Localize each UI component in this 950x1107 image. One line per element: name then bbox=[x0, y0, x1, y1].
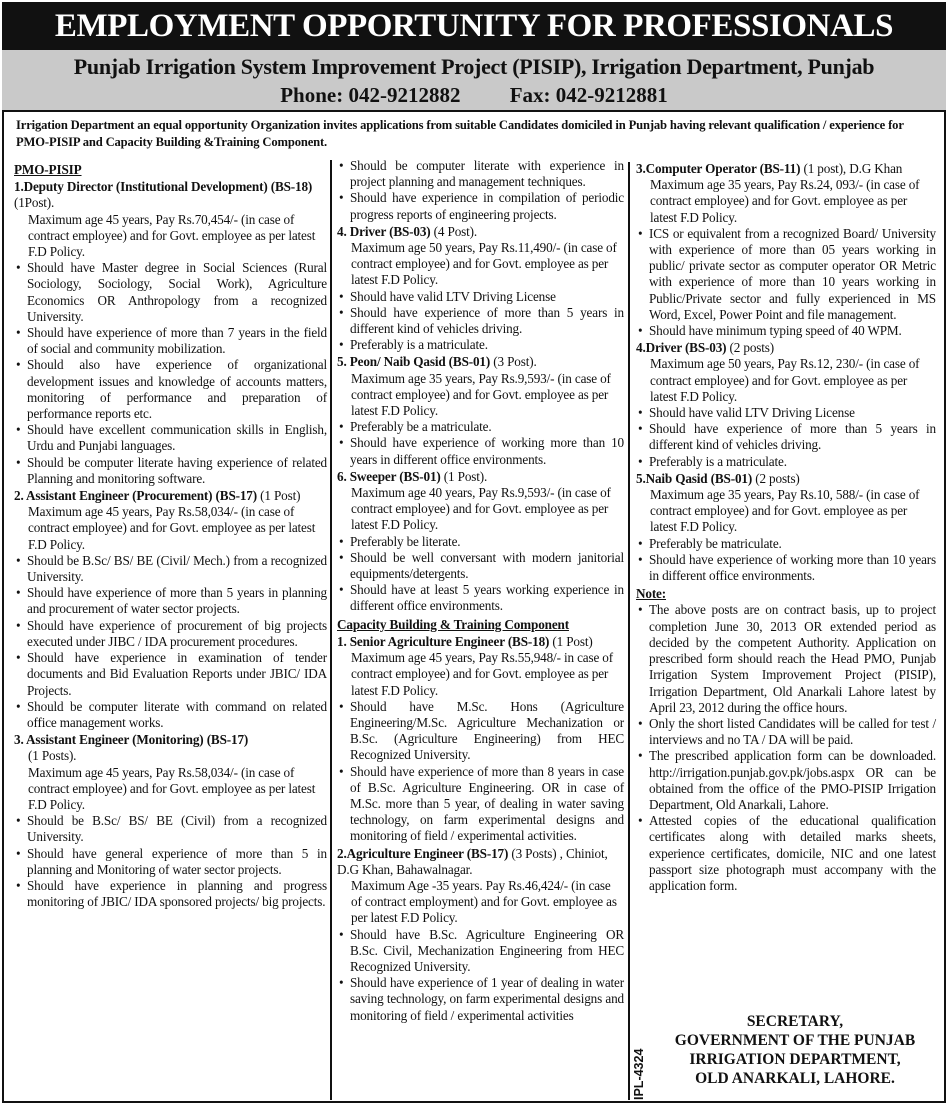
position-terms: Maximum age 35 years, Pay Rs.10, 588/- (in case of contract employee) and for Govt. employee as per latest F.D Policy. bbox=[650, 487, 920, 535]
ad-title: EMPLOYMENT OPPORTUNITY FOR PROFESSIONALS bbox=[2, 2, 946, 50]
section-heading: Note: bbox=[636, 586, 667, 602]
signature-line: GOVERNMENT OF THE PUNJAB bbox=[674, 1032, 916, 1049]
contact-line bbox=[2, 82, 946, 108]
signature-line: IRRIGATION DEPARTMENT, bbox=[689, 1051, 901, 1068]
position-terms: Maximum age 35 years, Pay Rs.9,593/- (in case of contract employee) and for Govt. employee as per latest F.D Policy. bbox=[351, 370, 611, 419]
position-name: 3.Computer Operator (BS-11) bbox=[636, 161, 801, 176]
requirement-item: • Should be computer literate with experience in project planning and management techniques. bbox=[337, 158, 624, 190]
column-right bbox=[636, 160, 936, 894]
requirement-item: • Preferably is a matriculate. bbox=[337, 337, 624, 353]
position-count: (2 posts) bbox=[752, 470, 800, 486]
section-heading: Capacity Building & Training Component bbox=[337, 616, 569, 632]
organization-name: Punjab Irrigation System Improvement Project (PISIP), Irrigation Department, Punjab bbox=[73, 54, 875, 79]
column-middle bbox=[337, 158, 624, 1024]
requirement-item: • Should have experience in examination of tender documents and Bid Evaluation Reports under JBIC/ IDA Projects. bbox=[14, 650, 327, 699]
position-title bbox=[14, 179, 327, 211]
position-terms: Maximum age 45 years, Pay Rs.58,034/- (in case of contract employee) and for Govt. employee as per latest F.D Policy. bbox=[28, 764, 316, 812]
requirement-item: • Should have excellent communication skills in English, Urdu and Punjabi languages. bbox=[14, 422, 327, 454]
requirement-item: • Should have experience of more than 7 years in the field of social and community mobilization. bbox=[14, 325, 327, 357]
signature-line: SECRETARY, bbox=[746, 1013, 844, 1030]
requirement-item: • Should have minimum typing speed of 40 WPM. bbox=[636, 323, 936, 339]
requirement-item: • Should have general experience of more than 5 in planning and Monitoring of water sector projects. bbox=[14, 846, 327, 878]
position-terms: Maximum age 35 years, Pay Rs.24, 093/- (in case of contract employee) and for Govt. employee as per latest F.D Policy. bbox=[650, 177, 920, 225]
requirement-item: • Should have experience of more than 5 years in different kind of vehicles driving. bbox=[337, 305, 624, 337]
position-title bbox=[337, 224, 624, 240]
requirement-item: • Should have experience of 1 year of dealing in water saving technology, on farm experimental designs and monitoring of field / experimental activities bbox=[337, 975, 624, 1024]
requirement-item: • Should have experience of more than 8 years in case of B.Sc. Agriculture Engineering. OR in case of M.Sc. more than 5 year, of dealing in water saving technology, on farm experimental designs and monitoring of field / experimental activities. bbox=[337, 764, 624, 845]
position-count: (1 Post). bbox=[440, 468, 488, 484]
requirement-item: • Should have B.Sc. Agriculture Engineering OR B.Sc. Civil, Mechanization Engineering from HEC Recognized University. bbox=[337, 927, 624, 976]
position-count: (2 posts) bbox=[726, 340, 774, 356]
position-title bbox=[337, 846, 624, 878]
position-title bbox=[14, 488, 327, 504]
column-divider bbox=[330, 160, 332, 1100]
requirement-item: • Only the short listed Candidates will be called for test / interviews and no TA / DA will be paid. bbox=[636, 716, 936, 748]
requirement-item: • Should have experience of more than 5 years in different kind of vehicles driving. bbox=[636, 421, 936, 453]
requirement-item: • Should be B.Sc/ BS/ BE (Civil) from a recognized University. bbox=[14, 813, 327, 845]
requirement-item: • Should also have experience of organizational development issues and knowledge of accounts matters, monitoring of performance and preparation of performance reports etc. bbox=[14, 357, 327, 422]
position-name: 2.Agriculture Engineer (BS-17) bbox=[337, 845, 509, 861]
intro-paragraph: Irrigation Department an equal opportunity Organization invites applications from suitable Candidates domiciled in Punjab having relevant qualification / experience for PMO-PISIP and Capacity Building &Training Component. bbox=[16, 118, 904, 149]
requirement-item: • ICS or equivalent from a recognized Board/ University with experience of more than 05 years working in public/ private sector as computer operator OR Metric with experience of more than 10 years working in Public/Private sector and fully experienced in MS Word, Excel, Power Point and file management. bbox=[636, 226, 936, 323]
requirement-item: • Preferably be literate. bbox=[337, 534, 624, 550]
position-terms: Maximum age 50 years, Pay Rs.11,490/- (in case of contract employee) and for Govt. employee as per latest F.D Policy. bbox=[351, 240, 617, 288]
position-name: 6. Sweeper (BS-01) bbox=[337, 468, 441, 484]
position-terms: Maximum age 50 years, Pay Rs.12, 230/- (in case of contract employee) and for Govt. employee as per latest F.D Policy. bbox=[650, 356, 920, 404]
requirement-item: • Should have Master degree in Social Sciences (Rural Sociology, Sociology, Social Work), Agriculture Economics OR Anthropology from a recognized University. bbox=[14, 260, 327, 325]
requirement-item: • Should be well conversant with modern janitorial equipments/detergents. bbox=[337, 550, 624, 582]
position-name: 1.Deputy Director (Institutional Development) (BS-18) bbox=[14, 179, 313, 195]
requirement-item: • Should be B.Sc/ BS/ BE (Civil/ Mech.) from a recognized University. bbox=[14, 553, 327, 585]
position-name: 4. Driver (BS-03) bbox=[337, 223, 431, 239]
requirement-item: • Should have experience in planning and progress monitoring of JBIC/ IDA sponsored projects/ big projects. bbox=[14, 878, 327, 910]
position-title bbox=[337, 354, 624, 370]
header-band bbox=[2, 50, 946, 112]
position-terms: Maximum age 45 years, Pay Rs.58,034/- (in case of contract employee) and for Govt. employee as per latest F.D Policy. bbox=[28, 504, 316, 552]
signature-block bbox=[650, 1012, 940, 1088]
requirement-item: • Attested copies of the educational qualification certificates along with detailed marks sheets, experience certificates, domicile, NIC and one latest passport size photograph must accompany with the application form. bbox=[636, 813, 936, 894]
ad-code: IPL-4324 bbox=[632, 1048, 646, 1100]
position-terms: Maximum Age -35 years. Pay Rs.46,424/- (in case of contract employment) and for Govt. employee as per latest F.D Policy. bbox=[351, 877, 617, 926]
requirement-item: • Preferably is a matriculate. bbox=[636, 454, 936, 470]
requirement-item: • Should have M.Sc. Hons (Agriculture Engineering/M.Sc. Agriculture Mechanization or B.Sc. (Agriculture Engineering) from HEC Recognized University. bbox=[337, 699, 624, 764]
requirement-item: • Should have experience in compilation of periodic progress reports of engineering projects. bbox=[337, 190, 624, 222]
position-title bbox=[337, 469, 624, 485]
requirement-item: • Should be computer literate with command on related office management works. bbox=[14, 699, 327, 731]
position-title bbox=[636, 471, 936, 487]
position-name: 3. Assistant Engineer (Monitoring) (BS-17) bbox=[14, 732, 249, 748]
position-name: 4.Driver (BS-03) bbox=[636, 340, 727, 356]
section-heading: PMO-PISIP bbox=[14, 162, 82, 177]
position-terms: Maximum age 45 years, Pay Rs.55,948/- in case of contract employee) and for Govt. employee as per latest F.D Policy. bbox=[351, 650, 613, 698]
position-count: (1 Post) bbox=[549, 633, 593, 649]
position-count: (1 Post) bbox=[257, 488, 301, 504]
requirement-item: • Should have valid LTV Driving License bbox=[636, 405, 936, 421]
position-name: 5. Peon/ Naib Qasid (BS-01) bbox=[337, 354, 491, 370]
requirement-item: • The above posts are on contract basis, up to project completion June 30, 2013 OR extended period as decided by the competent Authority. Application on prescribed form should reach the Head PMO, Punjab Irrigation System Improvement Project (PISIP), Irrigation Department, Old Anarkali Lahore latest by April 23, 2012 during the office hours. bbox=[636, 602, 936, 715]
requirement-item: • Should have experience of working more than 10 years in different office environments. bbox=[636, 552, 936, 584]
requirement-item: • Preferably be a matriculate. bbox=[337, 419, 624, 435]
position-title bbox=[14, 732, 327, 748]
requirement-item: • Should have experience of procurement of big projects executed under JIBC / IDA procurement procedures. bbox=[14, 618, 327, 650]
requirement-item: • Preferably be matriculate. bbox=[636, 536, 936, 552]
position-title bbox=[337, 634, 624, 650]
position-name: 1. Senior Agriculture Engineer (BS-18) bbox=[337, 633, 550, 649]
signature-line: OLD ANARKALI, LAHORE. bbox=[695, 1070, 895, 1087]
position-terms: (1 Posts). bbox=[28, 748, 77, 764]
requirement-item: • The prescribed application form can be downloaded. http://irrigation.punjab.gov.pk/jobs.aspx OR can be obtained from the office of the PMO-PISIP Irrigation Department, Old Anarkali, Lahore. bbox=[636, 748, 936, 813]
position-count: (1Post). bbox=[14, 195, 55, 211]
position-count: (3 Post). bbox=[490, 354, 537, 370]
position-terms: Maximum age 45 years, Pay Rs.70,454/- (in case of contract employee) and for Govt. employee as per latest F.D Policy. bbox=[28, 211, 316, 260]
requirement-item: • Should be computer literate having experience of related Planning and monitoring software. bbox=[14, 455, 327, 487]
phone-number: Phone: 042-9212882 bbox=[280, 83, 461, 107]
requirement-item: • Should have experience of working more than 10 years in different office environments. bbox=[337, 435, 624, 467]
fax-number: Fax: 042-9212881 bbox=[509, 83, 668, 107]
position-title bbox=[636, 340, 936, 356]
requirement-item: • Should have at least 5 years working experience in different office environments. bbox=[337, 582, 624, 614]
column-divider bbox=[628, 162, 630, 1100]
requirement-item: • Should have valid LTV Driving License bbox=[337, 289, 624, 305]
position-count: (4 Post). bbox=[430, 223, 478, 239]
column-left bbox=[14, 160, 327, 910]
position-name: 5.Naib Qasid (BS-01) bbox=[636, 470, 753, 486]
position-terms: Maximum age 40 years, Pay Rs.9,593/- (in case of contract employee) and for Govt. employee as per latest F.D Policy. bbox=[351, 485, 611, 533]
position-title bbox=[636, 161, 936, 177]
position-count: (1 post), D.G Khan bbox=[800, 161, 903, 176]
position-count: (3 Posts) , Chiniot, D.G Khan, Bahawalnagar. bbox=[337, 845, 608, 877]
position-name: 2. Assistant Engineer (Procurement) (BS-17) bbox=[14, 488, 257, 504]
requirement-item: • Should have experience of more than 5 years in planning and procurement of water sector projects. bbox=[14, 585, 327, 617]
